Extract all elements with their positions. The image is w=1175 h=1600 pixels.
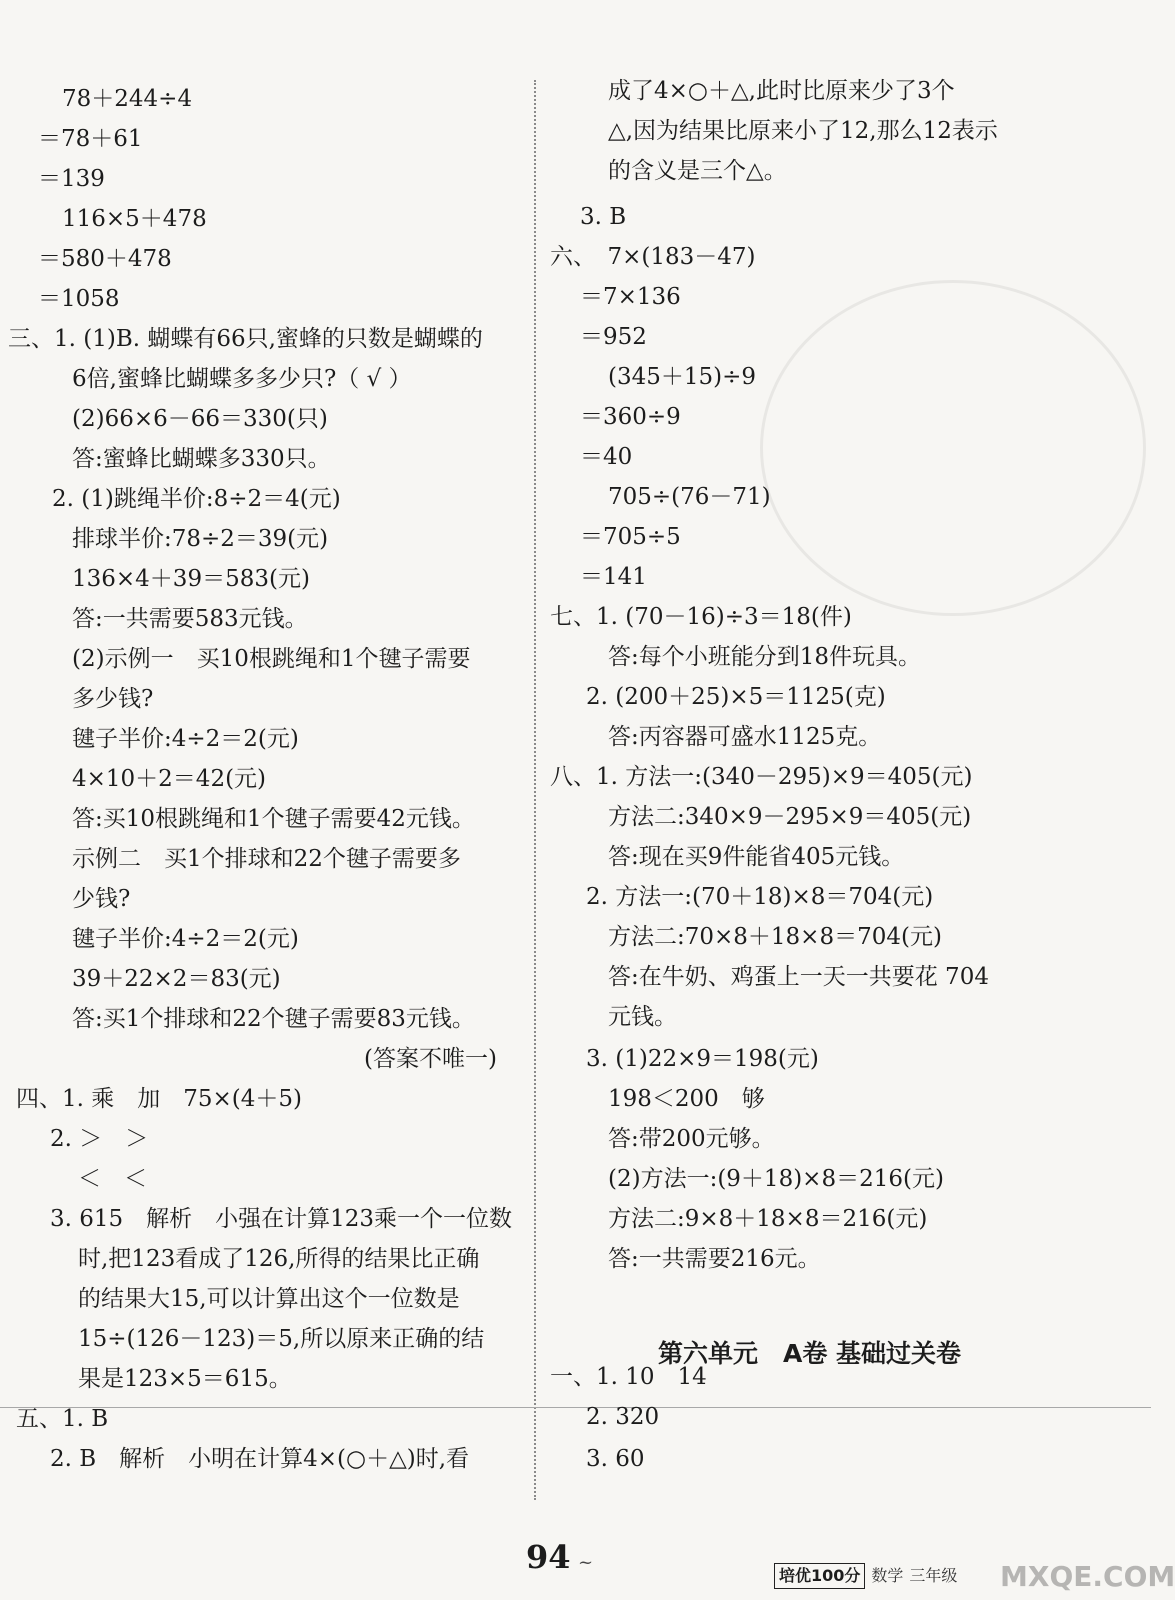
page-number-ornament: ~: [578, 1552, 594, 1573]
answer-line: ＝705÷5: [580, 524, 681, 550]
answer-line: (2)66×6－66＝330(只): [72, 406, 328, 432]
answer-line: ＝1058: [38, 286, 120, 312]
footer-grade: 三年级: [909, 1566, 958, 1585]
answer-line: 五、1. B: [16, 1406, 109, 1432]
answer-line: 六、 7×(183－47): [550, 244, 756, 270]
answer-line: (2)示例一 买10根跳绳和1个毽子需要: [72, 646, 471, 672]
answer-line: 方法二:70×8＋18×8＝704(元): [608, 924, 942, 950]
answer-line: ＝78＋61: [38, 126, 143, 152]
answer-line: 答:一共需要583元钱。: [72, 606, 308, 632]
footer-brand: [774, 1564, 963, 1588]
answer-line: 果是123×5＝615。: [78, 1366, 292, 1392]
watermark-stamp: [760, 280, 1146, 616]
answer-line: 答:每个小班能分到18件玩具。: [608, 644, 922, 670]
answer-line: 136×4＋39＝583(元): [72, 566, 310, 592]
answer-line: 705÷(76－71): [608, 484, 771, 510]
answer-line: 一、1. 10 14: [550, 1364, 707, 1390]
watermark-site: MXQE.COM: [1000, 1560, 1175, 1593]
answer-line: 毽子半价:4÷2＝2(元): [72, 726, 299, 752]
answer-line: (345＋15)÷9: [608, 364, 757, 390]
answer-line: 成了4×○＋△,此时比原来少了3个: [608, 78, 955, 104]
answer-line: 2. 方法一:(70＋18)×8＝704(元): [586, 884, 934, 910]
answer-line: 八、1. 方法一:(340－295)×9＝405(元): [550, 764, 973, 790]
answer-line: (2)方法一:(9＋18)×8＝216(元): [608, 1166, 944, 1192]
brand-name: 培优100分: [774, 1563, 865, 1589]
answer-line: ＝952: [580, 324, 647, 350]
answer-line: 方法二:9×8＋18×8＝216(元): [608, 1206, 928, 1232]
answer-line: 78＋244÷4: [62, 86, 193, 112]
unit-title: 第六单元 A卷 基础过关卷: [658, 1339, 962, 1368]
answer-line: △,因为结果比原来小了12,那么12表示: [608, 118, 998, 144]
answer-line: 的含义是三个△。: [608, 158, 787, 184]
answer-line: 三、1. (1)B. 蝴蝶有66只,蜜蜂的只数是蝴蝶的: [8, 326, 483, 352]
answer-line: ＜ ＜: [78, 1166, 147, 1192]
answer-line: ＝141: [580, 564, 647, 590]
answer-line: (答案不唯一): [364, 1046, 497, 1072]
answer-line: 答:带200元够。: [608, 1126, 775, 1152]
answer-line: 3. 60: [586, 1446, 645, 1472]
answer-line: 6倍,蜜蜂比蝴蝶多多少只?（ √ ）: [72, 366, 412, 392]
answer-line: 七、1. (70－16)÷3＝18(件): [550, 604, 852, 630]
answer-line: ＝7×136: [580, 284, 681, 310]
answer-line: 3. 615 解析 小强在计算123乘一个一位数: [50, 1206, 513, 1232]
answer-line: 示例二 买1个排球和22个毽子需要多: [72, 846, 461, 872]
answer-line: 2. ＞ ＞: [50, 1126, 149, 1152]
answer-line: 3. B: [580, 204, 627, 230]
section-rule: [0, 1407, 1151, 1408]
answer-line: 4×10＋2＝42(元): [72, 766, 267, 792]
answer-line: 毽子半价:4÷2＝2(元): [72, 926, 299, 952]
answer-line: 答:一共需要216元。: [608, 1246, 821, 1272]
footer-subject: 数学: [871, 1566, 904, 1585]
answer-line: 116×5＋478: [62, 206, 207, 232]
answer-line: 元钱。: [608, 1004, 677, 1030]
answer-line: 3. (1)22×9＝198(元): [586, 1046, 819, 1072]
answer-line: 39＋22×2＝83(元): [72, 966, 281, 992]
answer-line: 答:买10根跳绳和1个毽子需要42元钱。: [72, 806, 475, 832]
answer-line: 的结果大15,可以计算出这个一位数是: [78, 1286, 460, 1312]
answer-line: 答:现在买9件能省405元钱。: [608, 844, 905, 870]
answer-line: 2. (1)跳绳半价:8÷2＝4(元): [52, 486, 341, 512]
answer-line: 少钱?: [72, 886, 131, 912]
answer-line: ＝139: [38, 166, 105, 192]
answer-line: 答:蜜蜂比蝴蝶多330只。: [72, 446, 331, 472]
column-divider: [534, 80, 536, 1500]
answer-line: ＝580＋478: [38, 246, 172, 272]
answer-line: 时,把123看成了126,所得的结果比正确: [78, 1246, 480, 1272]
answer-line: 2. 320: [586, 1404, 660, 1430]
answer-line: 2. (200＋25)×5＝1125(克): [586, 684, 886, 710]
answer-line: 方法二:340×9－295×9＝405(元): [608, 804, 972, 830]
page-number: 94: [526, 1538, 571, 1576]
answer-line: 排球半价:78÷2＝39(元): [72, 526, 329, 552]
answer-line: 答:买1个排球和22个毽子需要83元钱。: [72, 1006, 475, 1032]
answer-line: ＝360÷9: [580, 404, 681, 430]
answer-line: 四、1. 乘 加 75×(4＋5): [16, 1086, 303, 1112]
answer-line: 答:丙容器可盛水1125克。: [608, 724, 882, 750]
answer-line: 答:在牛奶、鸡蛋上一天一共要花 704: [608, 964, 989, 990]
answer-line: 15÷(126－123)＝5,所以原来正确的结: [78, 1326, 485, 1352]
answer-line: ＝40: [580, 444, 633, 470]
answer-line: 198＜200 够: [608, 1086, 765, 1112]
answer-line: 2. B 解析 小明在计算4×(○＋△)时,看: [50, 1446, 470, 1472]
answer-line: 多少钱?: [72, 686, 154, 712]
